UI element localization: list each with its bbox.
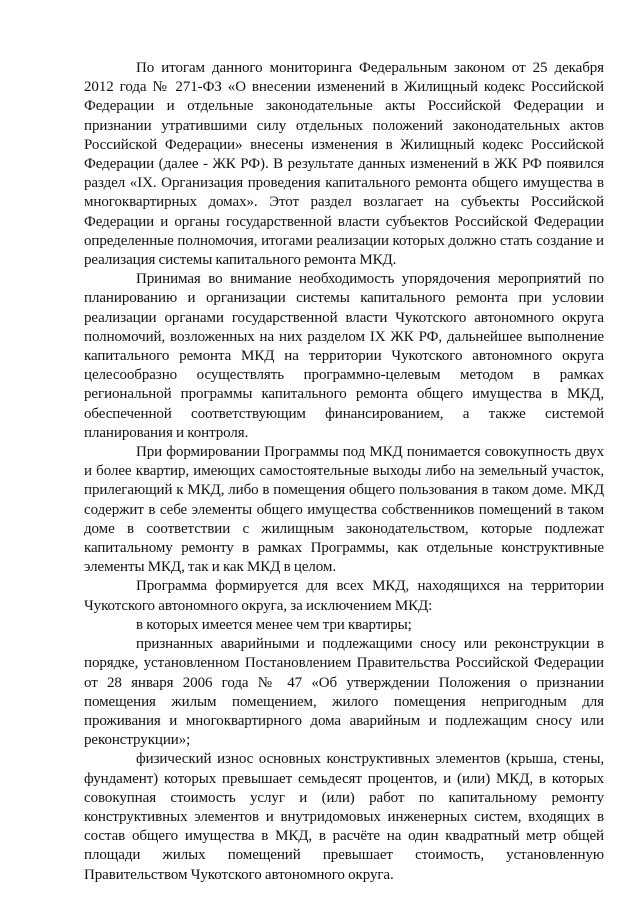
paragraph-monitoring-law: По итогам данного мониторинга Федеральным законом от 25 декабря 2012 года № 271-ФЗ «О внесении изменений в Жилищный кодекс Российской Федерации и отдельные законодательные акты Российской Федерации и признании утратившими силу отдельных положений законодательных актов Российской Федерации» внесены изменения в Жилищный кодекс Российской Федерации (далее - ЖК РФ). В результате данных изменений в ЖК РФ появился раздел «IX. Организация проведения капитального ремонта общего имущества в многоквартирных домах». Этот раздел возлагает на субъекты Российской Федерации и органы государственной власти субъектов Российской Федерации определенные полномочия, итогами реализации которых должно стать создание и реализация системы капитального ремонта МКД. <box>84 60 604 269</box>
paragraph-exclusion-wear: физический износ основных конструктивных элементов (крыша, стены, фундамент) которых превышает семьдесят процентов, и (или) МКД, в которых совокупная стоимость услуг и (или) работ по капитальному ремонту конструктивных элементов и внутридомовых инженерных систем, входящих в состав общего имущества в МКД, в расчёте на один квадратный метр общей площади жилых помещений превышает стоимость, установленную Правительством Чукотского автономного округа. <box>84 751 604 883</box>
paragraph-program-scope: Программа формируется для всех МКД, находящихся на территории Чукотского автономного округа, за исключением МКД: <box>84 578 604 614</box>
paragraph-exclusion-emergency: признанных аварийными и подлежащими сносу или реконструкции в порядке, установленном Постановлением Правительства Российской Федерации от 28 января 2006 года № 47 «Об утверждении Положения о признании помещения жилым помещением, жилого помещения непригодным для проживания и многоквартирного дома аварийным и подлежащим сносу или реконструкции»; <box>84 636 604 749</box>
paragraph-program-method: Принимая во внимание необходимость упорядочения мероприятий по планированию и организации системы капитального ремонта при условии реализации органами государственной власти Чукотского автономного округа полномочий, возложенных на них разделом IX ЖК РФ, дальнейшее выполнение капитального ремонта МКД на территории Чукотского автономного округа целесообразно осуществлять программно-целевым методом в рамках региональной программы капитального ремонта общего имущества в МКД, обеспеченной соответствующим финансированием, а также системой планирования и контроля. <box>84 271 604 441</box>
document-body <box>84 59 604 885</box>
paragraph-mkd-definition: При формировании Программы под МКД понимается совокупность двух и более квартир, имеющих самостоятельные выходы либо на земельный участок, прилегающий к МКД, либо в помещения общего пользования в таком доме. МКД содержит в себе элементы общего имущества собственников помещений в таком доме в соответствии с жилищным законодательством, которые подлежат капитальному ремонту в рамках Программы, как отдельные конструктивные элементы МКД, так и как МКД в целом. <box>84 444 604 576</box>
paragraph-exclusion-few-apartments: в которых имеется менее чем три квартиры; <box>136 616 412 633</box>
